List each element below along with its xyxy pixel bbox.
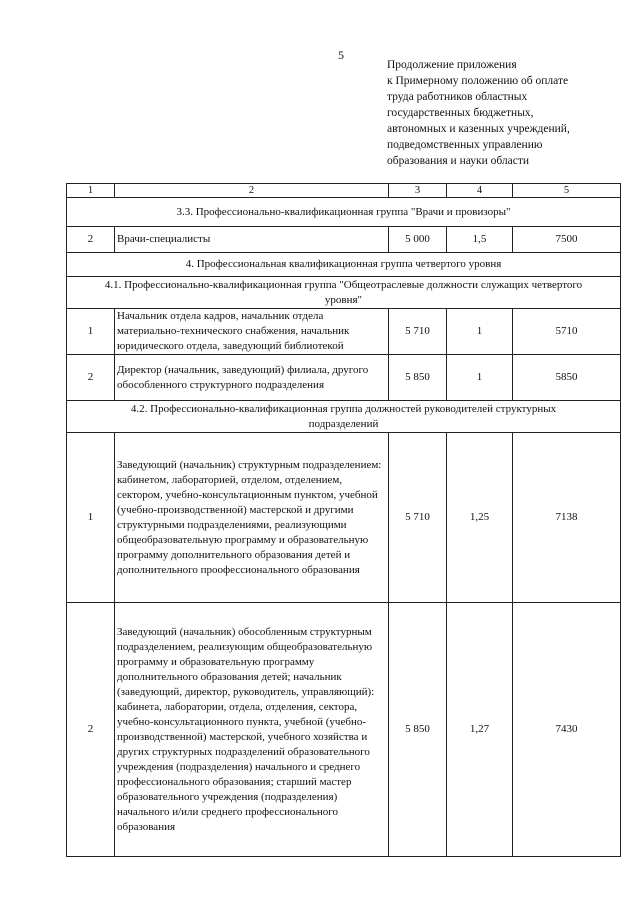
coefficient: 1 [447, 309, 513, 355]
appendix-note-line: государственных бюджетных, [387, 107, 534, 119]
header-cell: 5 [513, 184, 621, 198]
base-salary: 5 850 [389, 355, 447, 401]
header-cell: 2 [115, 184, 389, 198]
group-row-4 [67, 253, 621, 277]
table-header-row [67, 184, 621, 198]
row-number: 2 [67, 355, 115, 401]
position-name: Заведующий (начальник) обособленным структурным подразделением, реализующим общеобразовательную программу и образовательную программу дополнительного образования детей; начальник (заведующий, директор, руководитель, управляющий): кабинета, лаборатории, отдела, отделения, сектора, учебно-консультационного пункта, учебной (учебно-производственной) мастерской, учебного хозяйства и других структурных подразделений образовательного учреждения (подразделения) начального и среднего профессионального образования; старший мастер образовательного учреждения (подразделения) начального и/или среднего профессионального образования [115, 603, 389, 857]
appendix-note-line: подведомственных управлению [387, 139, 543, 151]
row-number: 2 [67, 227, 115, 253]
base-salary: 5 850 [389, 603, 447, 857]
group-title: 4. Профессиональная квалификационная группа четвертого уровня [67, 253, 621, 277]
table-row [67, 309, 621, 355]
appendix-note-line: автономных и казенных учреждений, [387, 123, 570, 135]
base-salary: 5 710 [389, 309, 447, 355]
header-cell: 4 [447, 184, 513, 198]
coefficient: 1,5 [447, 227, 513, 253]
base-salary: 5 000 [389, 227, 447, 253]
base-salary: 5 710 [389, 433, 447, 603]
header-cell: 3 [389, 184, 447, 198]
row-number: 2 [67, 603, 115, 857]
group-title: 3.3. Профессионально-квалификационная группа "Врачи и провизоры" [67, 198, 621, 227]
group-title: 4.1. Профессионально-квалификационная группа "Общеотраслевые должности служащих четвертого уровня" [67, 277, 621, 309]
total-salary: 7430 [513, 603, 621, 857]
appendix-note [387, 57, 627, 169]
position-name: Заведующий (начальник) структурным подразделением: кабинетом, лабораторией, отделом, отделением, сектором, учебно-консультационным пунктом, учебной (учебно-производственной) мастерской и другими структурными подразделениями, реализующими общеобразовательную программу и образовательную программу дополнительного образования детей и дополнительного проофессионального образования [115, 433, 389, 603]
group-title: 4.2. Профессионально-квалификационная группа должностей руководителей структурных подразделений [67, 401, 621, 433]
total-salary: 7500 [513, 227, 621, 253]
position-name: Директор (начальник, заведующий) филиала, другого обособленного структурного подразделения [115, 355, 389, 401]
appendix-note-line: труда работников областных [387, 91, 528, 103]
group-row-4-2 [67, 401, 621, 433]
page-number: 5 [338, 48, 344, 62]
appendix-note-line: образования и науки области [387, 155, 530, 167]
table-row [67, 603, 621, 857]
row-number: 1 [67, 433, 115, 603]
coefficient: 1,27 [447, 603, 513, 857]
total-salary: 5850 [513, 355, 621, 401]
total-salary: 5710 [513, 309, 621, 355]
table-row [67, 227, 621, 253]
salary-table [66, 183, 621, 857]
position-name: Начальник отдела кадров, начальник отдела материально-технического снабжения, начальник юридического отдела, заведующий библиотекой [115, 309, 389, 355]
total-salary: 7138 [513, 433, 621, 603]
appendix-note-line: Продолжение приложения [387, 59, 517, 71]
table-row [67, 433, 621, 603]
appendix-note-line: к Примерному положению об оплате [387, 75, 569, 87]
table-row [67, 355, 621, 401]
coefficient: 1 [447, 355, 513, 401]
group-row-3-3 [67, 198, 621, 227]
position-name: Врачи-специалисты [115, 227, 389, 253]
header-cell: 1 [67, 184, 115, 198]
row-number: 1 [67, 309, 115, 355]
coefficient: 1,25 [447, 433, 513, 603]
group-row-4-1 [67, 277, 621, 309]
